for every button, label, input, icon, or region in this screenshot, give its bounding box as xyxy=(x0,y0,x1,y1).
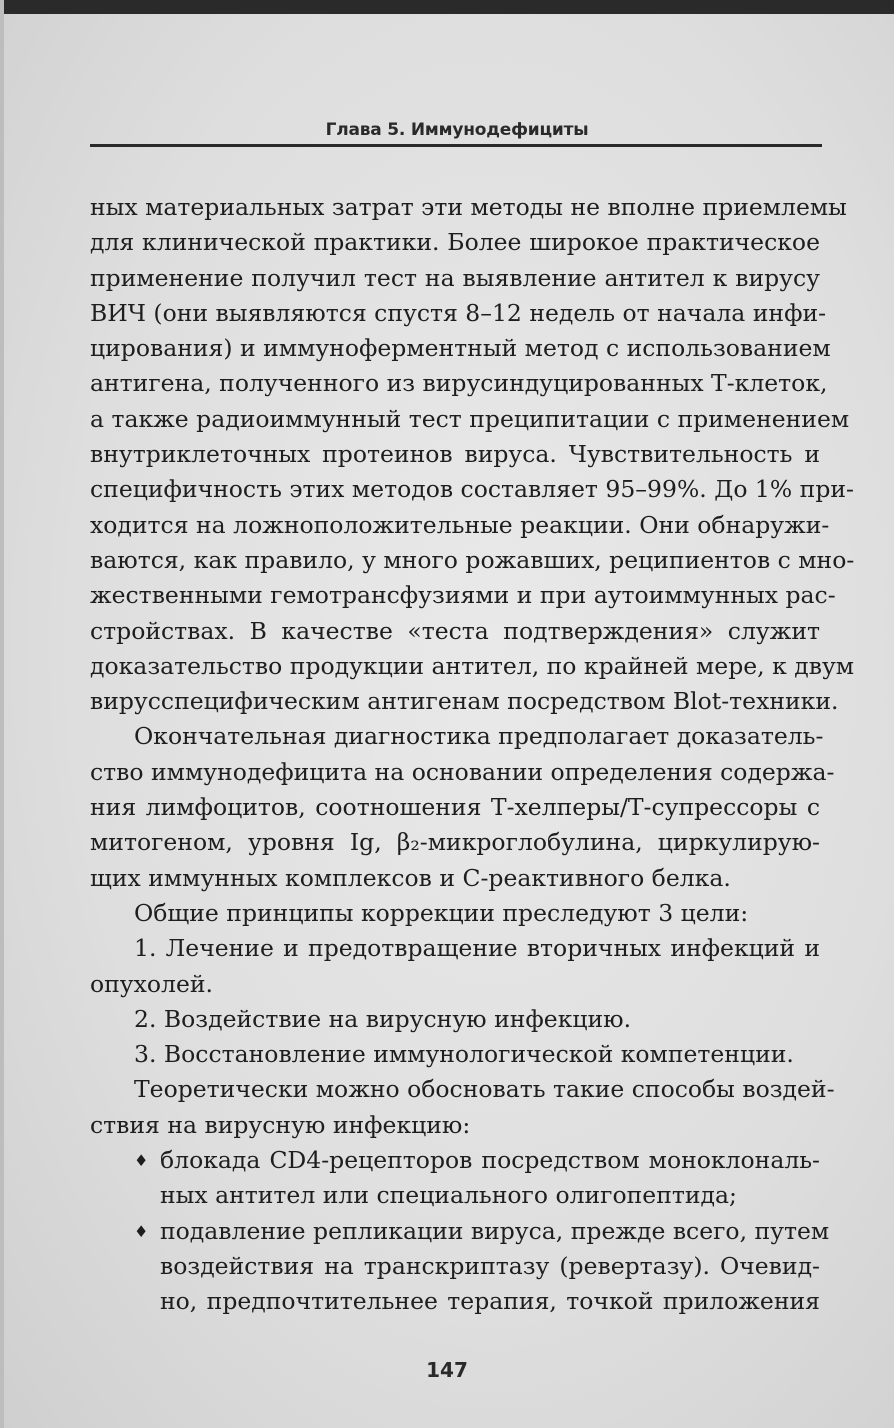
text-line: ния лимфоцитов, соотношения Т-хелперы/Т-супрессоры с xyxy=(90,793,820,822)
running-head: Глава 5. Иммунодефициты xyxy=(325,120,589,140)
text-line: применение получил тест на выявление антител к вирусу xyxy=(90,263,820,292)
text-line: стройствах. В качестве «теста подтверждения» служит xyxy=(90,616,820,645)
text-line: Окончательная диагностика предполагает доказатель- xyxy=(134,722,824,751)
text-line: цирования) и иммуноферментный метод с использованием xyxy=(90,334,831,363)
text-line: ВИЧ (они выявляются спустя 8–12 недель от начала инфи- xyxy=(90,298,827,327)
header-rule xyxy=(90,144,822,147)
text-line: 1. Лечение и предотвращение вторичных инфекций и xyxy=(134,934,820,963)
text-line: ство иммунодефицита на основании определения содержа- xyxy=(90,757,835,786)
text-line: ных антител или специального олигопептида; xyxy=(160,1181,737,1210)
text-line: щих иммунных комплексов и С-реактивного белка. xyxy=(90,863,731,892)
text-line: вирусспецифическим антигенам посредством Blot-техники. xyxy=(90,687,839,716)
text-line: жественными гемотрансфузиями и при аутоиммунных рас- xyxy=(90,581,836,610)
diamond-bullet-icon: ♦ xyxy=(134,1221,149,1241)
text-line: ходится на ложноположительные реакции. Они обнаружи- xyxy=(90,510,830,539)
text-line: специфичность этих методов составляет 95–99%. До 1% при- xyxy=(90,475,854,504)
bullet-item-line xyxy=(90,1214,830,1249)
text-line: доказательство продукции антител, по крайней мере, к двум xyxy=(90,651,855,680)
diamond-bullet-icon: ♦ xyxy=(134,1151,149,1171)
text-line: ных материальных затрат эти методы не вполне приемлемы xyxy=(90,193,847,221)
text-line: опухолей. xyxy=(90,969,214,998)
text-line: внутриклеточных протеинов вируса. Чувствительность и xyxy=(90,440,820,469)
page-top-edge xyxy=(0,0,894,14)
text-line: но, предпочтительнее терапия, точкой приложения xyxy=(160,1287,820,1316)
page-left-edge xyxy=(0,0,4,1428)
text-line: митогеном, уровня Ig, β₂-микроглобулина, циркулирую- xyxy=(90,828,820,857)
text-line: Общие принципы коррекции преследуют 3 цели: xyxy=(134,898,749,927)
text-line: ствия на вирусную инфекцию: xyxy=(90,1110,471,1139)
page-number: 147 xyxy=(426,1358,468,1382)
text-line: Теоретически можно обосновать такие способы воздей- xyxy=(134,1075,835,1104)
bullet-text: подавление репликации вируса, прежде всего, путем xyxy=(160,1216,830,1245)
text-line: 2. Воздействие на вирусную инфекцию. xyxy=(134,1004,632,1033)
text-line: а также радиоиммунный тест преципитации с применением xyxy=(90,404,850,433)
text-line: ваются, как правило, у много рожавших, реципиентов с мно- xyxy=(90,545,855,574)
bullet-text: блокада CD4-рецепторов посредством моноклональ- xyxy=(160,1146,820,1175)
text-line: 3. Восстановление иммунологической компетенции. xyxy=(134,1040,794,1069)
bullet-item-line xyxy=(90,1143,820,1178)
text-line: воздействия на транскриптазу (ревертазу). Очевид- xyxy=(160,1251,820,1280)
text-line: для клинической практики. Более широкое практическое xyxy=(90,228,820,257)
body-text xyxy=(90,190,855,1320)
text-line: антигена, полученного из вирусиндуцированных Т-клеток, xyxy=(90,369,828,398)
